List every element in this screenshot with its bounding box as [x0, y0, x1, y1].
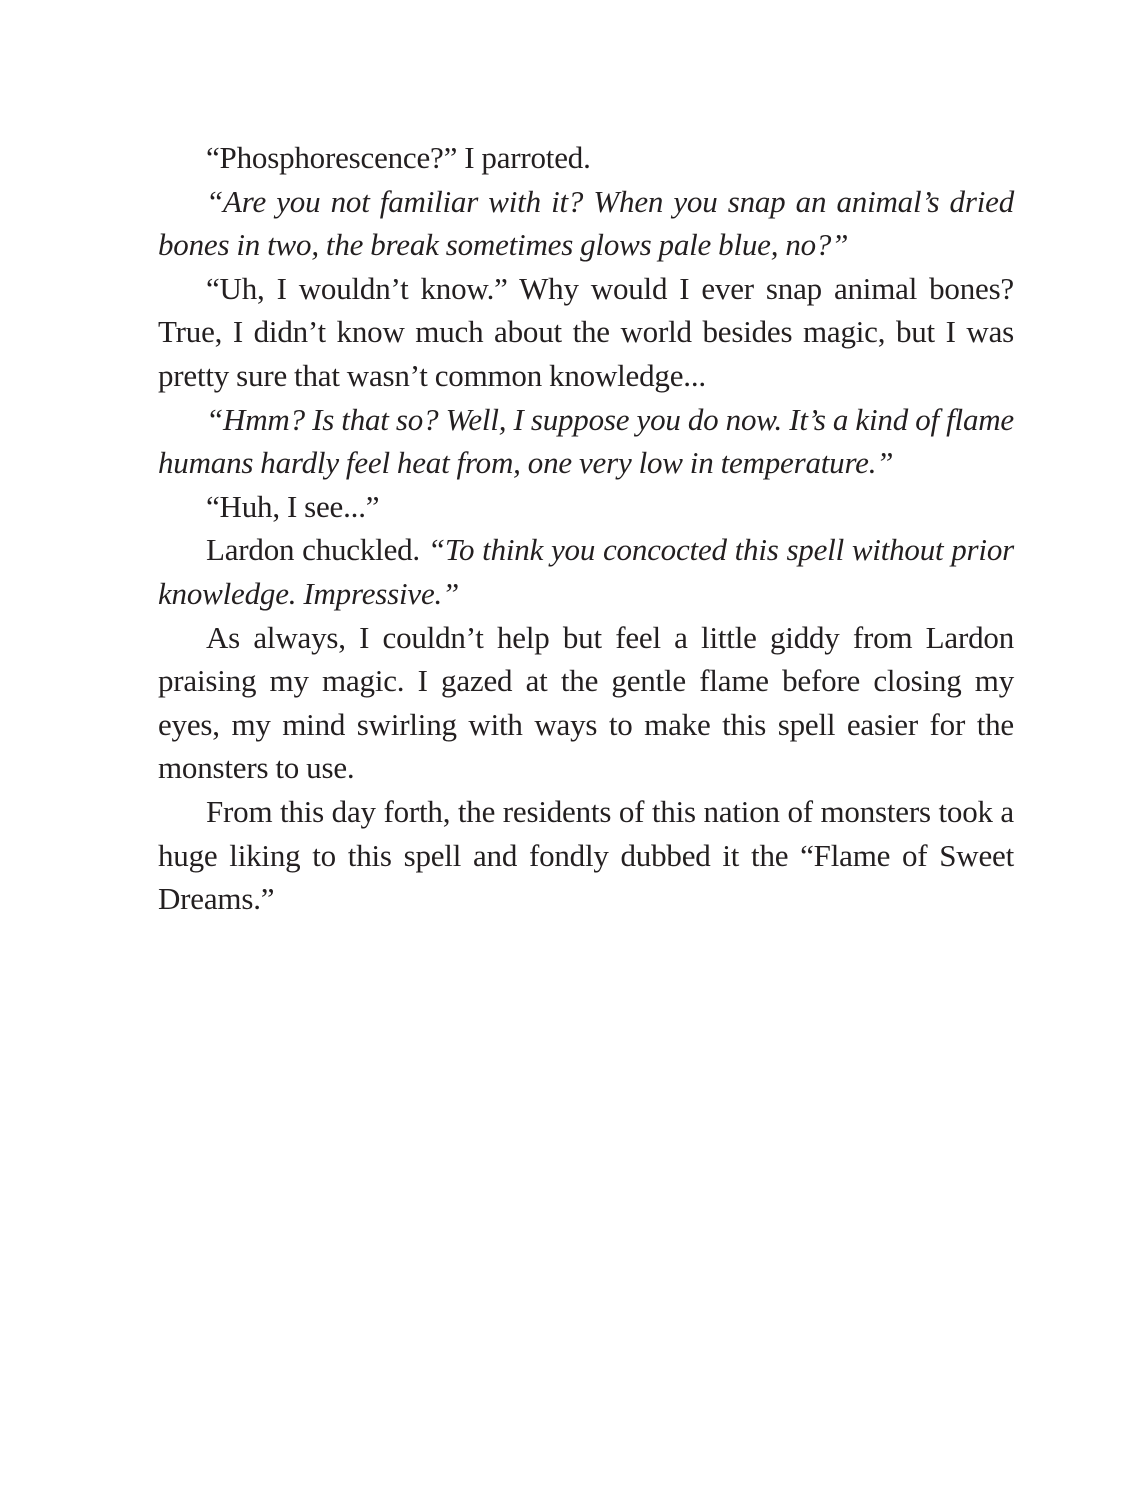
paragraph-phosphorescence — [158, 136, 1014, 180]
narration-text: “Huh, I see...” — [206, 488, 380, 524]
paragraph-snap-bones — [158, 267, 1014, 398]
narration-text: From this day forth, the residents of this nation of monsters took a huge liking to this spell and fondly dubbed it the “Flame of Sweet Dreams.” — [158, 793, 1014, 917]
narration-text: As always, I couldn’t help but feel a little giddy from Lardon praising my magic. I gazed at the gentle flame before closing my eyes, my mind swirling with ways to make this spell easier for the monsters to use. — [158, 619, 1014, 786]
paragraph-flame-of-sweet-dreams — [158, 790, 1014, 921]
narration-text: Lardon chuckled. — [206, 532, 428, 568]
page-text — [158, 136, 1014, 921]
paragraph-lardon-flame — [158, 398, 1014, 485]
narration-text: “Uh, I wouldn’t know.” Why would I ever snap animal bones? True, I didn’t know much about the world besides magic, but I was pretty sure that wasn’t common knowledge... — [158, 270, 1014, 393]
lardon-speech-text: “Hmm? Is that so? Well, I suppose you do now. It’s a kind of flame humans hardly feel heat from, one very low in temperature.” — [158, 401, 1014, 481]
paragraph-giddy — [158, 616, 1014, 790]
narration-text: “Phosphorescence?” I parroted. — [206, 140, 591, 175]
paragraph-lardon-chuckled — [158, 528, 1014, 615]
lardon-speech-text: “Are you not familiar with it? When you snap an animal’s dried bones in two, the break sometimes glows pale blue, no?” — [158, 183, 1014, 263]
paragraph-lardon-question — [158, 180, 1014, 267]
paragraph-huh — [158, 485, 1014, 529]
lardon-speech-text: “To think you concocted this spell without prior knowledge. Impressive.” — [158, 532, 1014, 611]
